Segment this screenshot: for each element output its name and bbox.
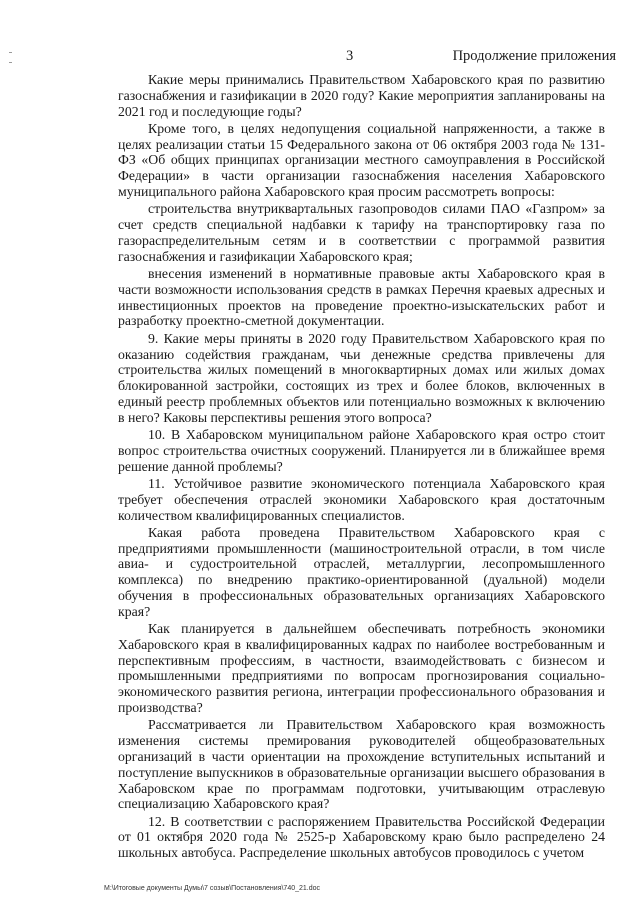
- paragraph: Кроме того, в целях недопущения социальной напряженности, а также в целях реализации статьи 15 Федерального закона от 06 октября 2003 года № 131-ФЗ «Об общих принципах организации местного самоуправления в Российской Федерации» в части организации газоснабжения населения Хабаровского муниципального района Хабаровского края просим рассмотреть вопросы:: [118, 120, 605, 200]
- paragraph: Рассматривается ли Правительством Хабаровского края возможность изменения системы премирования руководителей общеобразовательных организаций в части ориентации на прохождение вступительных испытаний и поступление выпускников в образовательные организации высшего образования в Хабаровском крае по программам подготовки, учитывающим отраслевую специализацию Хабаровского края?: [118, 717, 605, 812]
- page-number: 3: [346, 48, 354, 64]
- paragraph: 12. В соответствии с распоряжением Правительства Российской Федерации от 01 октября 2020 года № 2525-р Хабаровскому краю было распределено 24 школьных автобуса. Распределение школьных автобусов проводилось с учетом: [118, 813, 605, 861]
- paragraph: 11. Устойчивое развитие экономического потенциала Хабаровского края требует обеспечения отраслей экономики Хабаровского края достаточным количеством квалифицированных специалистов.: [118, 475, 605, 523]
- file-path-footer: M:\Итоговые документы Думы\7 созыв\Постановления\740_21.doc: [104, 885, 321, 892]
- paragraph: внесения изменений в нормативные правовые акты Хабаровского края в части возможности использования средств в рамках Перечня краевых адресных и инвестиционных проектов на проведение проектно-изыскательских работ и разработку проектно-сметной документации.: [118, 266, 605, 329]
- document-body: [118, 72, 605, 861]
- paragraph: Как планируется в дальнейшем обеспечивать потребность экономики Хабаровского края в квалифицированных кадрах по наиболее востребованным и перспективным профессиям, в частности, взаимодействовать с бизнесом и промышленными предприятиями по вопросам прогнозирования социально-экономического развития региона, интеграции профессионального образования и производства?: [118, 621, 605, 716]
- continuation-heading: Продолжение приложения: [452, 48, 616, 64]
- paragraph: Какие меры принимались Правительством Хабаровского края по развитию газоснабжения и газификации в 2020 году? Какие мероприятия запланированы на 2021 год и последующие годы?: [118, 72, 605, 119]
- scan-artifact: [9, 62, 12, 63]
- scan-artifact: [9, 52, 12, 53]
- paragraph: Какая работа проведена Правительством Хабаровского края с предприятиями промышленности (машиностроительной отрасли, в том числе авиа- и судостроительной отраслей, металлургии, лесопромышленного комплекса) по внедрению практико-ориентированной (дуальной) модели обучения в профессиональных образовательных организациях Хабаровского края?: [118, 524, 605, 619]
- paragraph: 9. Какие меры приняты в 2020 году Правительством Хабаровского края по оказанию содействия гражданам, чьи денежные средства привлечены для строительства жилых помещений в многоквартирных домах или жилых домах блокированной застройки, состоящих из трех и более блоков, включенных в единый реестр проблемных объектов или потенциально возможных к включению в него? Каковы перспективы решения этого вопроса?: [118, 330, 605, 425]
- paragraph: строительства внутриквартальных газопроводов силами ПАО «Газпром» за счет средств специальной надбавки к тарифу на транспортировку газа по газораспределительным сетям и в соответствии с программой развития газоснабжения и газификации Хабаровского края;: [118, 201, 605, 264]
- paragraph: 10. В Хабаровском муниципальном районе Хабаровского края остро стоит вопрос строительства очистных сооружений. Планируется ли в ближайшее время решение данной проблемы?: [118, 427, 605, 474]
